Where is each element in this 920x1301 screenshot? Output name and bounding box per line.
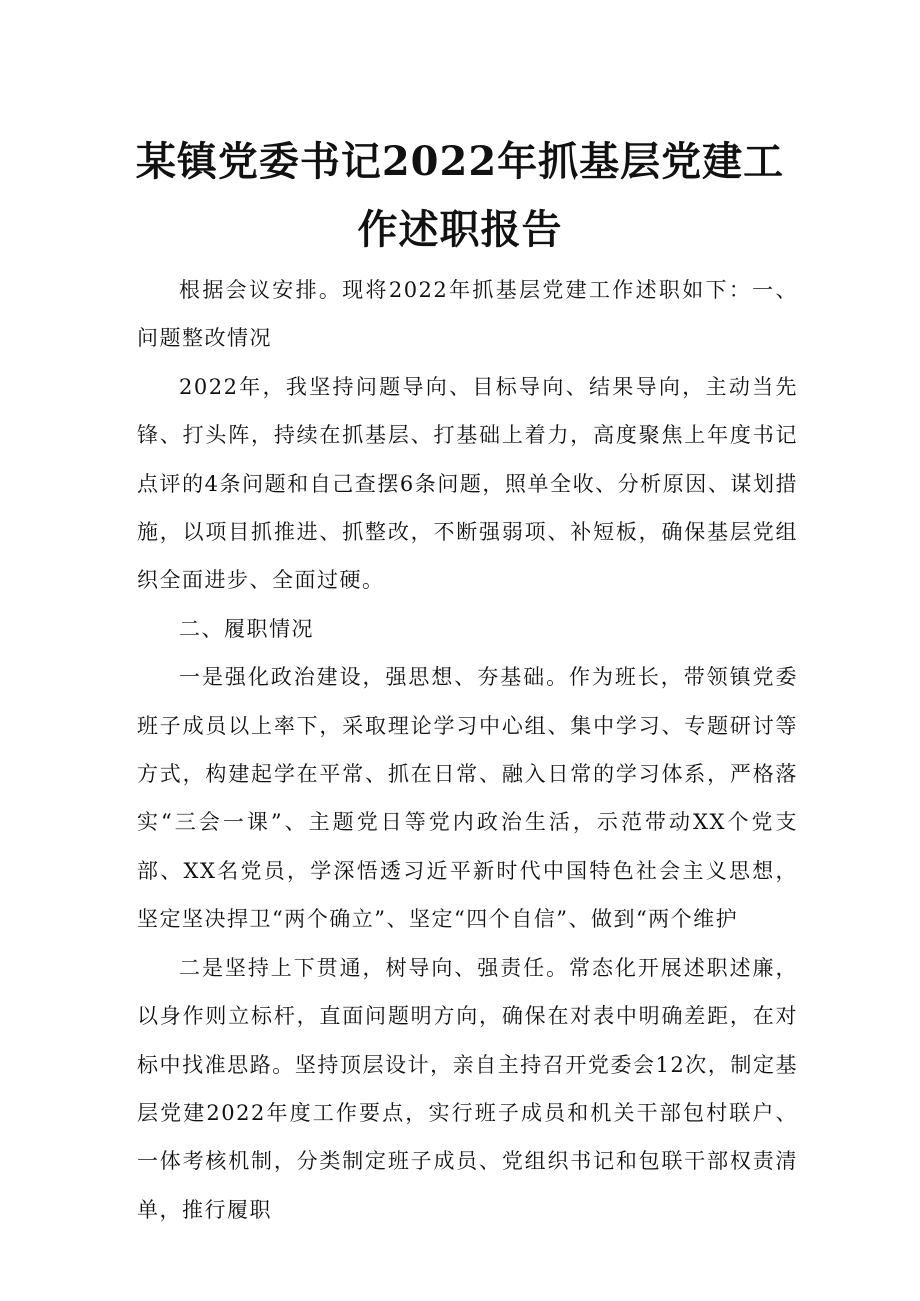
document-title-line-2: 作述职报告: [357, 206, 563, 253]
paragraph-political-building: 一是强化政治建设，强思想、夯基础。作为班长，带领镇党委班子成员以上率下，采取理论学习中心组、集中学习、专题研讨等方式，构建起学在平常、抓在日常、融入日常的学习体系，严格落实“三会一课”、主题党日等党内政治生活，示范带动XX个党支部、XX名党员，学深悟透习近平新时代中国特色社会主义思想，坚定坚决捍卫“两个确立”、坚定“四个自信”、做到“两个维护: [137, 665, 798, 932]
section-heading-duty-performance: 二、履职情况: [179, 616, 314, 641]
document-title-line-1: 某镇党委书记2022年抓基层党建工: [135, 138, 785, 185]
paragraph-problem-rectification: 2022年，我坚持问题导向、目标导向、结果导向，主动当先锋、打头阵，持续在抓基层、打基础上着力，高度聚焦上年度书记点评的4条问题和自己查摆6条问题，照单全收、分析原因、谋划措施，以项目抓推进、抓整改，不断强弱项、补短板，确保基层党组织全面进步、全面过硬。: [137, 374, 798, 593]
paragraph-responsibility: 二是坚持上下贯通，树导向、强责任。常态化开展述职述廉，以身作则立标杆，直面问题明方向，确保在对表中明确差距，在对标中找准思路。坚持顶层设计，亲自主持召开党委会12次，制定基层党建2022年度工作要点，实行班子成员和机关干部包村联户、一体考核机制，分类制定班子成员、党组织书记和包联干部权责清单，推行履职: [137, 955, 798, 1222]
paragraph-intro: 根据会议安排。现将2022年抓基层党建工作述职如下：一、问题整改情况: [137, 278, 798, 351]
document-body: [137, 266, 798, 1234]
